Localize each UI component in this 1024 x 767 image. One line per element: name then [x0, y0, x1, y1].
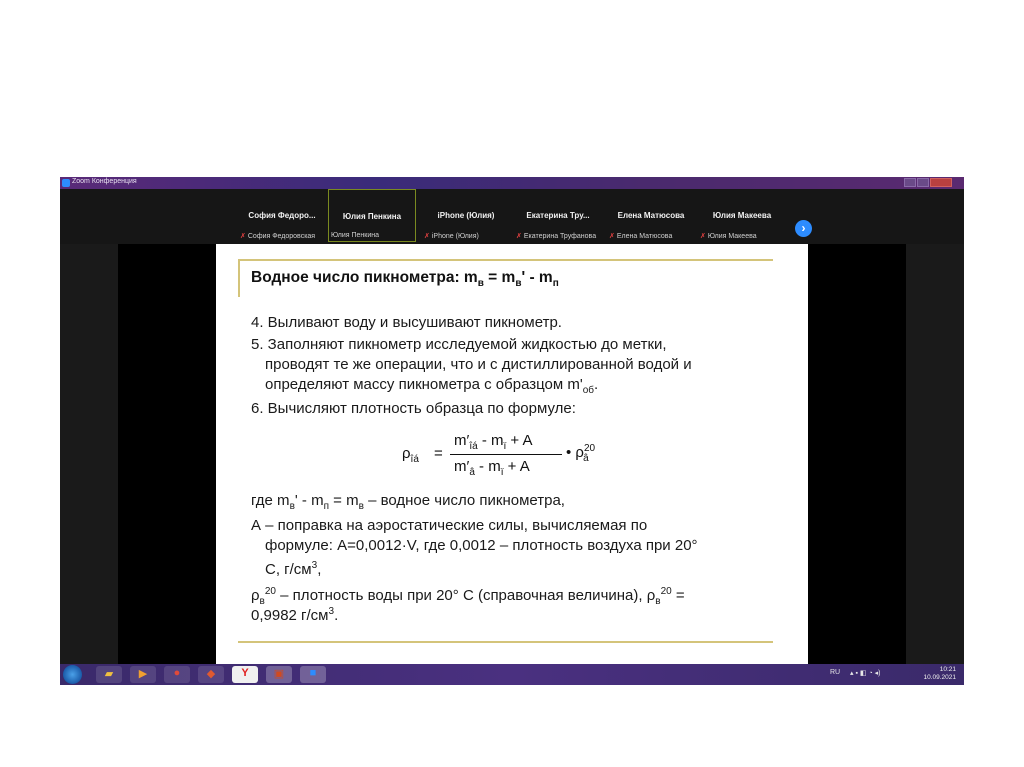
participant-tile[interactable]: [514, 189, 602, 242]
clock-date: 10.09.2021: [923, 674, 956, 681]
rho-line1: $\rho_в^{20}$ – плотность воды при 20° С (справочная величина), $\rho_в^{20}$ =: [251, 586, 685, 607]
a-line2: формуле: А=0,0012·V, где 0,0012 – плотность воздуха при 20°: [265, 537, 698, 554]
participant-label: Юлия Макеева: [707, 233, 757, 240]
explorer-icon[interactable]: ▰: [96, 666, 122, 683]
participant-name: София Федоро...: [248, 211, 316, 220]
slide-divider-bottom: [238, 641, 773, 643]
chevron-right-icon[interactable]: ›: [795, 220, 812, 237]
tray-icons[interactable]: ▴ ▪ ◧ ◔ ◂): [850, 670, 881, 677]
zoom-titlebar[interactable]: [60, 177, 964, 189]
mic-muted-icon: ✗: [424, 233, 430, 240]
slide-title: Водное число пикнометра: $m_в = m_в' - m_п$: [251, 269, 559, 290]
participant-name: iPhone (Юлия): [437, 211, 495, 220]
screen-share-area: [118, 244, 906, 664]
gallery-strip: [60, 189, 964, 244]
zoom-app-icon[interactable]: ■: [300, 666, 326, 683]
participant-name: Юлия Пенкина: [342, 212, 402, 221]
step-5-line3: определяют массу пикнометра с образцом $m'_{об}$.: [265, 376, 599, 396]
step-5-line2: проводят те же операции, что и с дистиллированной водой и: [265, 356, 692, 373]
app-icon[interactable]: ◆: [198, 666, 224, 683]
formula-numerator: $m'_{îá} - m_ï + A$: [454, 432, 533, 452]
windows-taskbar: [60, 664, 964, 685]
step-4: 4. Выливают воду и высушивают пикнометр.: [251, 314, 562, 331]
formula-rho: • $\rho^{20}_â$: [566, 443, 596, 464]
participant-label: Юлия Пенкина: [331, 232, 380, 239]
participant-name: Екатерина Тру...: [526, 211, 590, 220]
slide-divider-left: [238, 259, 240, 297]
close-button[interactable]: [930, 178, 952, 187]
formula-lhs: $\rho_{îá}$: [402, 445, 419, 465]
a-line1: А – поправка на аэростатические силы, вычисляемая по: [251, 517, 648, 534]
chrome-icon[interactable]: ●: [164, 666, 190, 683]
participant-tile[interactable]: [238, 189, 326, 242]
density-formula: [402, 429, 622, 499]
screen: [60, 177, 964, 685]
participant-tile[interactable]: [698, 189, 786, 242]
participant-label: iPhone (Юлия): [431, 233, 479, 240]
where-line: где $m_в' - m_п = m_в$ – водное число пикнометра,: [251, 492, 565, 512]
participant-name: Елена Матюсова: [617, 211, 685, 220]
start-button[interactable]: [63, 665, 82, 684]
step-5-line1: 5. Заполняют пикнометр исследуемой жидкостью до метки,: [251, 336, 667, 353]
participant-label: Екатерина Труфанова: [523, 233, 597, 240]
mic-muted-icon: ✗: [609, 233, 615, 240]
minimize-button[interactable]: [904, 178, 916, 187]
yandex-icon[interactable]: Y: [232, 666, 258, 683]
formula-denominator: $m'_â - m_ï + A$: [454, 458, 530, 478]
media-player-icon[interactable]: ▶: [130, 666, 156, 683]
participant-tile[interactable]: [607, 189, 695, 242]
a-line3: С, $г/см^3$,: [265, 560, 322, 578]
mic-muted-icon: ✗: [240, 233, 246, 240]
maximize-button[interactable]: [917, 178, 929, 187]
powerpoint-icon[interactable]: ▣: [266, 666, 292, 683]
fraction-line: [450, 454, 562, 455]
slide-divider-top: [238, 259, 773, 261]
language-indicator[interactable]: RU: [830, 669, 841, 676]
participant-tile[interactable]: [422, 189, 510, 242]
participant-label: Елена Матюсова: [616, 233, 673, 240]
step-6: 6. Вычисляют плотность образца по формуле:: [251, 400, 576, 417]
rho-line2: 0,9982 $г/см^3$.: [251, 606, 339, 624]
clock-time: 10:21: [939, 666, 956, 673]
clock[interactable]: [923, 666, 956, 682]
participant-name: Юлия Макеева: [712, 211, 772, 220]
window-title: Zoom Конференция: [72, 178, 137, 185]
participant-label: София Федоровская: [247, 233, 316, 240]
mic-muted-icon: ✗: [516, 233, 522, 240]
mic-muted-icon: ✗: [700, 233, 706, 240]
slide: [216, 244, 808, 664]
zoom-icon: [62, 179, 70, 187]
formula-eq: =: [434, 445, 443, 462]
participant-tile-active[interactable]: [328, 189, 416, 242]
